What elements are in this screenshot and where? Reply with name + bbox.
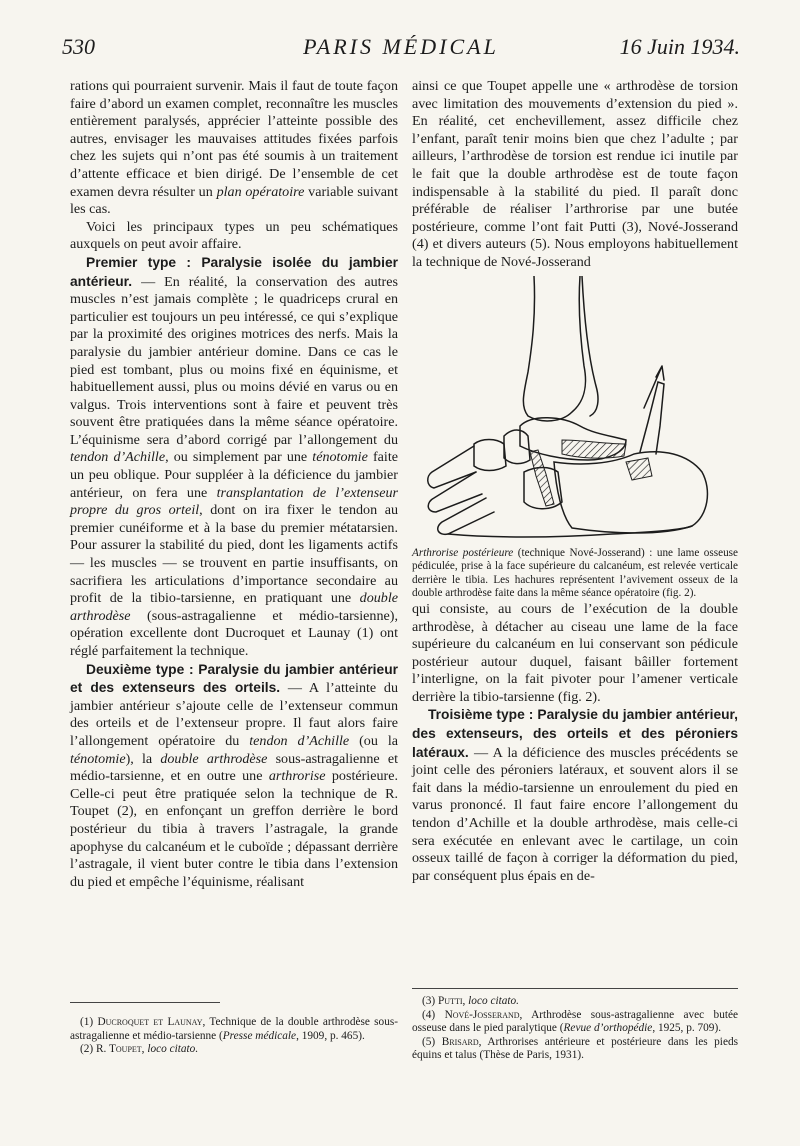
paragraph: rations qui pourraient survenir. Mais il faut de toute façon faire d’abord un examen complet, reconnaître les muscles entièrement paralysés, apprécier l’atteinte possible des autres, envisager les mauvaises attitudes fixées parfois chez les sujets qui n’ont pas été soumis à un traitement d’attente efficace et bien dirigé. De l’ensemble de cet examen devra résulter un plan opératoire variable suivant les cas. bbox=[70, 78, 399, 218]
left-column bbox=[70, 78, 398, 891]
section-type-3: Troisième type : Paralysie du jambier antérieur, des extenseurs, des orteils et des péroniers latéraux. — A la déficience des muscles précédents se joint celle des péroniers latéraux, et souvent alors il se fait dans la médio-tarsienne un enroulement du pied en varus prononcé. Il faut faire encore l’allongement du tendon d’Achille et la double arthrodèse, mais celle-ci sera exécutée en enlevant avec le cartilage, un coin osseux taillé de façon à corriger la déformation du pied, par conséquent plus épais en de- bbox=[412, 707, 738, 884]
metatarsal-2 bbox=[428, 472, 482, 512]
hatched-arthrodesis-midtarsal bbox=[530, 450, 554, 506]
footnote-2: (2) R. Toupet, loco citato. bbox=[80, 1043, 199, 1056]
running-header bbox=[62, 30, 740, 68]
section-heading: Troisième type : Paralysie du jambier antérieur, des extenseurs, des orteils et des péroniers latéraux. bbox=[412, 707, 738, 760]
section-type-1: Premier type : Paralysie isolée du jambier antérieur. — En réalité, la conservation des autres muscles n’est jamais complète ; le quadriceps crural en particulier est toujours un peu intéressé, ce qui s’explique par la proximité des origines motrices des nerfs. Mais la paralysie du jambier antérieur domine. Dans ce cas le pied est tombant, plus ou moins fixé en équinisme, et habituellement aussi, plus ou moins dévié en varus ou en valgus. Trois interventions sont à faire et peuvent très souvent être pratiquées dans la même séance opératoire. L’équinisme sera d’abord corrigé par l’allongement du tendon d’Achille, ou simplement par une ténotomie faite un peu oblique. Pour suppléer à la déficience du jambier antérieur, on fera une transplantation de l’extenseur propre du gros orteil, dont on ira fixer le tendon au premier cunéiforme et à la base du premier métatarsien. Pour assurer la stabilité du pied, dont les ligaments actifs — les muscles — se trouvent en partie insuffisants, on sacrifiera les articulations d’importance secondaire au profit de la tibio-tarsienne, en pratiquant une double arthrodèse (sous-astragalienne et médio-tarsienne), opération excellente dont Ducroquet et Launay (1) ont réglé parfaitement la technique. bbox=[70, 254, 399, 659]
fibula-shape bbox=[582, 276, 598, 416]
issue-date: 16 Juin 1934. bbox=[619, 34, 740, 59]
section-type-2: Deuxième type : Paralysie du jambier antérieur et des extenseurs des orteils. — A l’atteinte du jambier antérieur s’ajoute celle de l’extenseur commun des orteils et de l’extenseur propre. Il faut alors faire l’allongement opératoire du tendon d’Achille (ou la ténotomie), la double arthrodèse sous-astragalienne et médio-tarsienne, et en outre une arthrorise postérieure. Celle-ci peut être pratiquée selon la technique de R. Toupet (2), en enfonçant un greffon derrière le bord postérieur du tibia à travers l’astragale, la grande apophyse du calcanéum et le cuboïde ; dépassant derrière l’astragale, il vient buter contre le tibia dans l’extension du pied et empêche l’équinisme, réalisant bbox=[70, 661, 398, 890]
figure-ankle-arthrorise bbox=[412, 276, 738, 541]
footnote-3: (3) Putti, loco citato. bbox=[422, 995, 519, 1007]
figure-caption: Arthrorise postérieure (technique Nové-Josserand) : une lame osseuse pédiculée, prise à la face supérieure du calcanéum, est relevée verticale derrière le tibia. Les hachures représentent l’avivement osseux de la double arthrodèse faite dans la même séance opératoire (fig. 2). bbox=[412, 546, 738, 600]
hatched-arthrodesis-talus bbox=[562, 440, 626, 458]
footnote-4: (4) Nové-Josserand, Arthrodèse sous-astragalienne avec butée osseuse dans le pied paralytique (Revue d’orthopédie, 1925, p. 709). bbox=[412, 1008, 739, 1035]
section-heading: Deuxième type : Paralysie du jambier antérieur et des extenseurs des orteils. bbox=[70, 661, 398, 696]
foot-bone-drawing bbox=[412, 276, 738, 541]
paragraph: Voici les principaux types un peu schématiques auxquels on peut avoir affaire. bbox=[70, 218, 398, 253]
metatarsal-1 bbox=[428, 446, 476, 488]
tibia-shape bbox=[523, 276, 585, 421]
footnote-1: (1) Ducroquet et Launay, Technique de la double arthrodèse sous-astragalienne et médio-tarsienne (Presse médicale, 1909, p. 465). bbox=[70, 1016, 399, 1042]
right-column bbox=[412, 78, 738, 885]
footnote-rule bbox=[70, 1002, 220, 1003]
hatched-arthrodesis-calcaneum bbox=[626, 458, 652, 480]
paragraph: qui consiste, au cours de l’exécution de la double arthrodèse, à détacher au ciseau une lame de la face supérieure du calcanéum en lui conservant son pédicule postérieur autour duquel, faisant bâiller fortement l’interligne, on la fait pivoter pour l’amener verticale derrière la tibio-tarsienne (fig. 2). bbox=[412, 600, 738, 705]
page-number: 530 bbox=[62, 34, 95, 59]
footnotes-left bbox=[70, 1016, 398, 1057]
footnote-5: (5) Brisard, Arthrorises antérieure et postérieure dans les pieds équins et talus (Thèse de Paris, 1931). bbox=[412, 1035, 739, 1062]
footnote-rule bbox=[412, 988, 738, 989]
navicular-shape bbox=[504, 430, 530, 464]
section-heading: Premier type : Paralysie isolée du jambier antérieur. bbox=[70, 254, 398, 289]
metatarsal-3 bbox=[438, 498, 494, 534]
paragraph: ainsi ce que Toupet appelle une « arthrodèse de torsion avec limitation des mouvements d’extension du pied ». En réalité, cet enchevillement, assez difficile chez l’enfant, paraît tenir moins bien que chez l’adulte ; par ailleurs, l’arthrodèse de torsion est rendue ici inutile par le fait que la double arthrodèse est de toute façon indispensable à la stabilité du pied. Il paraît donc préférable de réaliser l’arthrorise par une butée postérieure, comme l’ont fait Putti (3), Nové-Josserand (4) et divers auteurs (5). Nous employons habituellement la technique de Nové-Josserand bbox=[412, 78, 738, 270]
cuneiform-shape bbox=[474, 439, 506, 470]
bone-flap bbox=[640, 382, 664, 454]
footnotes-right bbox=[412, 995, 738, 1063]
sole-line bbox=[448, 526, 692, 537]
journal-title: PARIS MÉDICAL bbox=[303, 34, 499, 59]
